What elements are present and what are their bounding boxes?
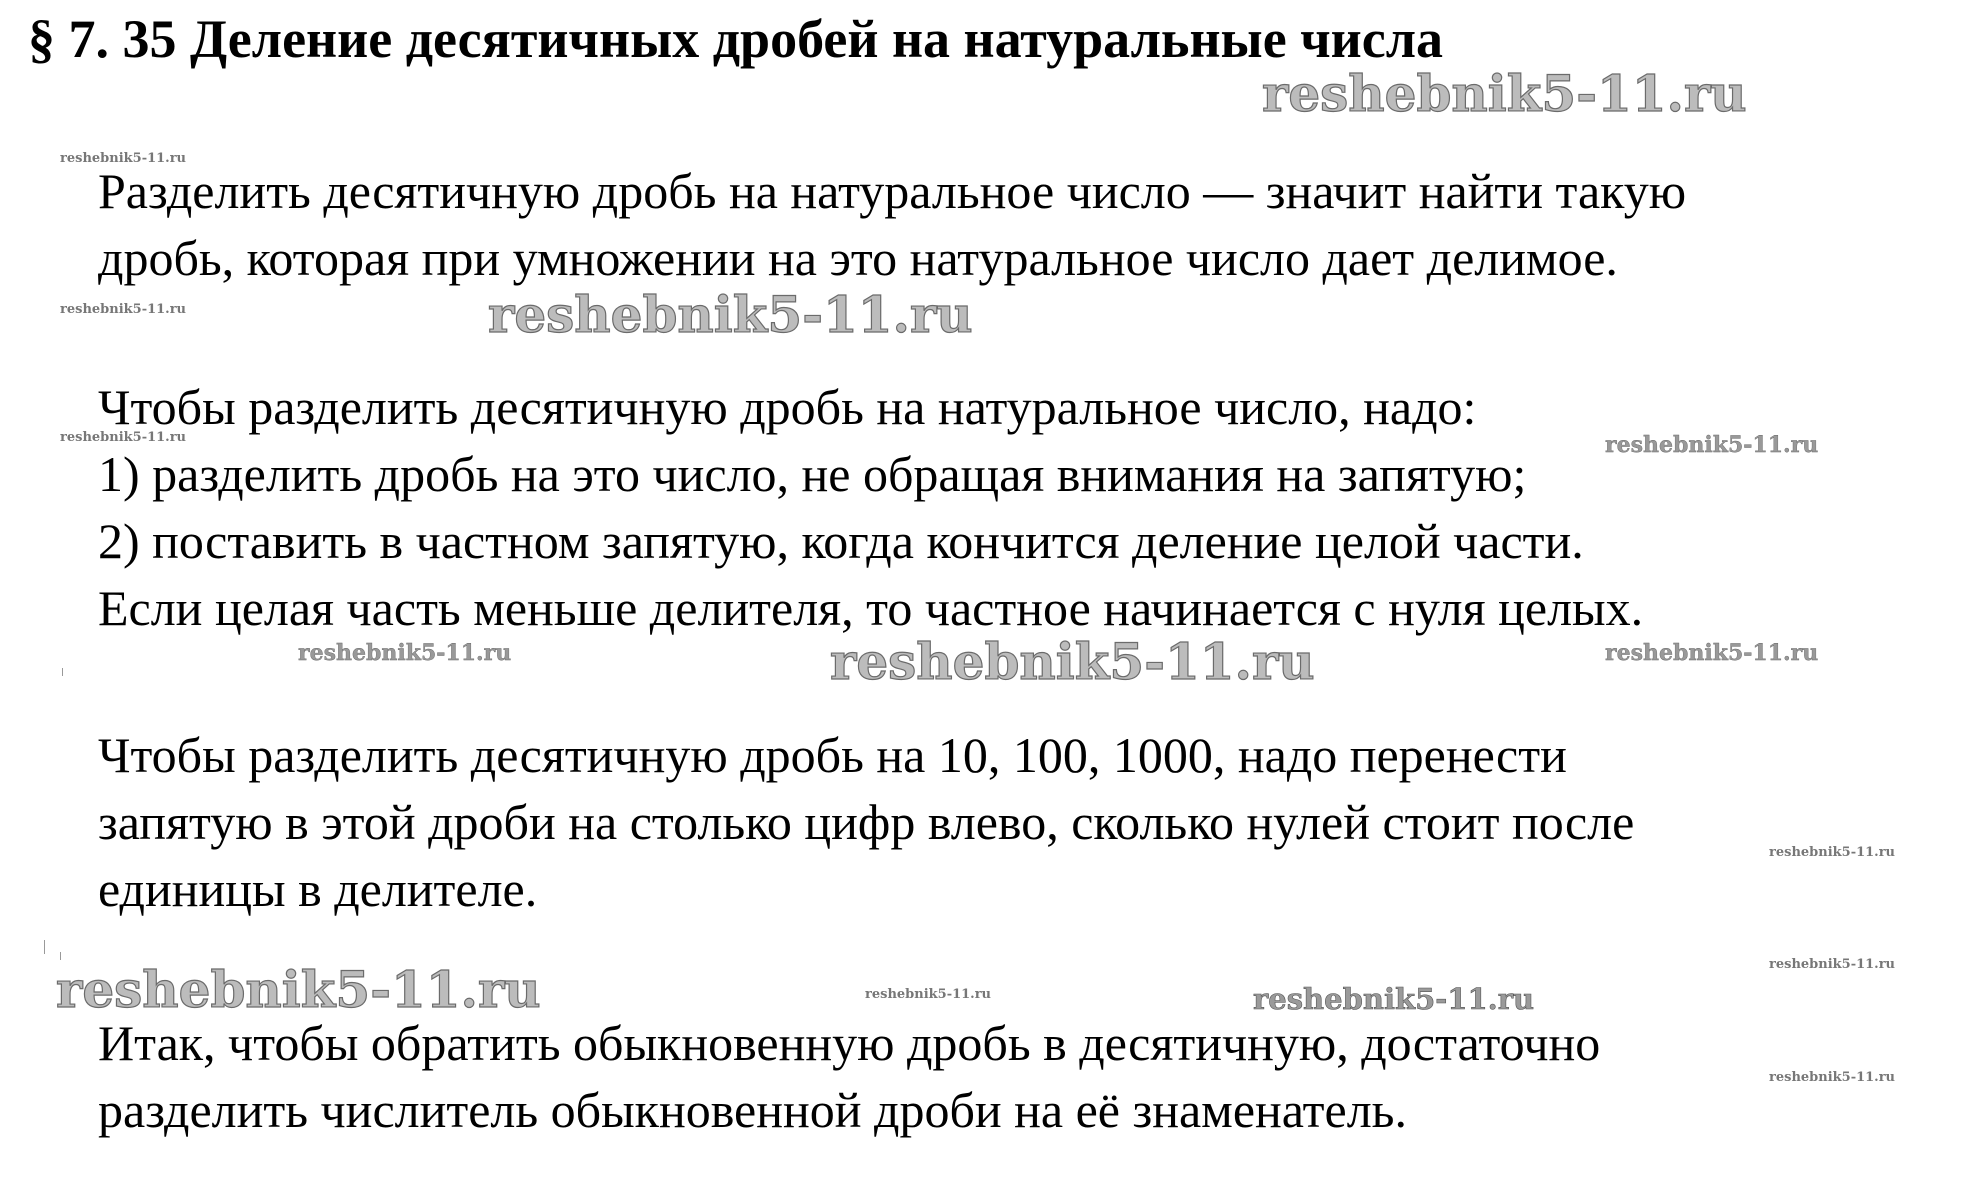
watermark: reshebnik5-11.ru: [488, 285, 973, 344]
watermark: reshebnik5-11.ru: [1605, 432, 1819, 458]
text-line: Если целая часть меньше делителя, то частное начинается с нуля целых.: [98, 580, 1644, 636]
text-line: 2) поставить в частном запятую, когда кончится деление целой части.: [98, 513, 1584, 569]
text-line: Чтобы разделить десятичную дробь на 10, 100, 1000, надо перенести: [98, 727, 1567, 783]
watermark: reshebnik5-11.ru: [60, 302, 187, 317]
rule-paragraph: [98, 374, 1643, 642]
definition-paragraph: [98, 158, 1686, 292]
section-title: § 7. 35 Деление десятичных дробей на натуральные числа: [28, 9, 1444, 69]
text-line: Разделить десятичную дробь на натуральное число — значит найти такую: [98, 163, 1687, 219]
watermark: reshebnik5-11.ru: [865, 987, 992, 1002]
watermark: reshebnik5-11.ru: [1769, 957, 1896, 972]
scan-mark: [62, 668, 63, 676]
text-line: единицы в делителе.: [98, 861, 538, 917]
text-line: Чтобы разделить десятичную дробь на натуральное число, надо:: [98, 379, 1477, 435]
watermark: reshebnik5-11.ru: [1605, 640, 1819, 666]
scan-mark: [44, 940, 45, 954]
watermark: reshebnik5-11.ru: [1262, 64, 1747, 123]
watermark: reshebnik5-11.ru: [830, 632, 1315, 691]
text-line: разделить числитель обыкновенной дроби на её знаменатель.: [98, 1082, 1407, 1138]
scan-mark: [60, 952, 61, 960]
text-line: Итак, чтобы обратить обыкновенную дробь в десятичную, достаточно: [98, 1015, 1601, 1071]
text-line: запятую в этой дроби на столько цифр влево, сколько нулей стоит после: [98, 794, 1635, 850]
watermark: reshebnik5-11.ru: [298, 640, 512, 666]
watermark: reshebnik5-11.ru: [56, 960, 541, 1019]
watermark: reshebnik5-11.ru: [60, 151, 187, 166]
text-line: 1) разделить дробь на это число, не обращая внимания на запятую;: [98, 446, 1527, 502]
watermark: reshebnik5-11.ru: [1769, 845, 1896, 860]
watermark: reshebnik5-11.ru: [1769, 1070, 1896, 1085]
watermark: reshebnik5-11.ru: [60, 430, 187, 445]
watermark: reshebnik5-11.ru: [1253, 982, 1535, 1016]
conclusion-paragraph: [98, 1010, 1600, 1144]
text-line: дробь, которая при умножении на это натуральное число дает делимое.: [98, 230, 1618, 286]
powers-of-ten-paragraph: [98, 722, 1634, 923]
